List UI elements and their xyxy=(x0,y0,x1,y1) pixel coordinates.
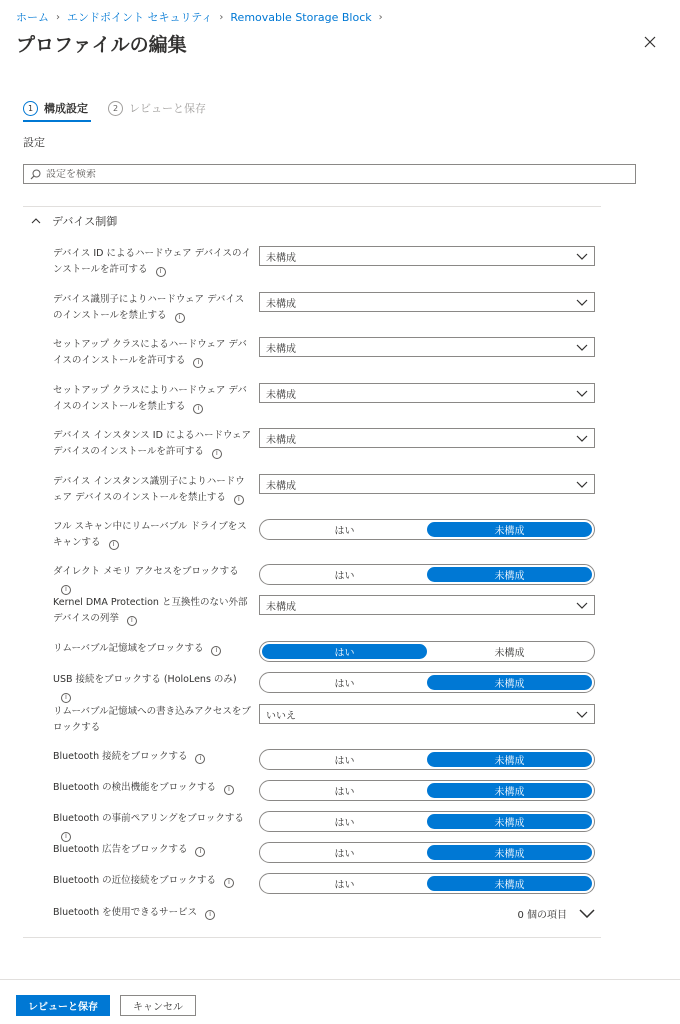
setting-dropdown[interactable] xyxy=(259,292,595,312)
setting-dropdown[interactable] xyxy=(259,595,595,615)
setting-label xyxy=(53,842,253,858)
footer-divider xyxy=(0,979,680,980)
setting-label-text: Bluetooth の近位接続をブロックする xyxy=(53,875,216,886)
step-label: 構成設定 xyxy=(44,102,88,115)
dropdown-value: 未構成 xyxy=(266,343,296,355)
dropdown-value: 未構成 xyxy=(266,252,296,264)
group-header-device-control[interactable] xyxy=(31,213,117,229)
chevron-down-icon xyxy=(576,602,588,609)
toggle-option-yes[interactable]: はい xyxy=(262,644,427,659)
info-icon[interactable]: i xyxy=(156,267,166,277)
chevron-down-icon xyxy=(576,711,588,718)
setting-dropdown[interactable] xyxy=(259,246,595,266)
close-button[interactable] xyxy=(640,32,660,52)
setting-label-text: デバイス インスタンス識別子によりハードウェア デバイスのインストールを禁止する xyxy=(53,476,245,503)
toggle-option-not-configured[interactable]: 未構成 xyxy=(427,814,592,829)
setting-label xyxy=(53,672,253,704)
setting-toggle xyxy=(259,641,595,662)
divider xyxy=(23,206,601,207)
toggle-option-not-configured[interactable]: 未構成 xyxy=(427,522,592,537)
breadcrumb-home[interactable]: ホーム xyxy=(16,11,49,24)
setting-label-text: Bluetooth を使用できるサービス xyxy=(53,907,198,918)
setting-label-text: Kernel DMA Protection と互換性のない外部デバイスの列挙 xyxy=(53,597,248,624)
toggle-option-yes[interactable]: はい xyxy=(334,818,355,829)
setting-label xyxy=(53,519,253,551)
setting-label xyxy=(53,704,253,736)
dropdown-value: 未構成 xyxy=(266,601,296,613)
setting-label-text: フル スキャン中にリムーバブル ドライブをスキャンする xyxy=(53,521,247,548)
setting-label xyxy=(53,811,253,843)
toggle-option-not-configured[interactable]: 未構成 xyxy=(427,675,592,690)
cancel-button[interactable]: キャンセル xyxy=(120,995,196,1016)
setting-label xyxy=(53,383,253,415)
active-step-indicator xyxy=(23,120,91,122)
toggle-option-not-configured[interactable]: 未構成 xyxy=(427,783,592,798)
info-icon[interactable]: i xyxy=(109,540,119,550)
setting-label-text: セットアップ クラスによるハードウェア デバイスのインストールを許可する xyxy=(53,339,247,366)
info-icon[interactable]: i xyxy=(211,646,221,656)
info-icon[interactable]: i xyxy=(224,878,234,888)
dropdown-value: 未構成 xyxy=(266,389,296,401)
setting-label xyxy=(53,292,253,324)
info-icon[interactable]: i xyxy=(193,358,203,368)
setting-label-text: デバイス インスタンス ID によるハードウェア デバイスのインストールを許可する xyxy=(53,430,252,457)
setting-dropdown[interactable] xyxy=(259,337,595,357)
chevron-right-icon: › xyxy=(56,11,60,23)
setting-label xyxy=(53,246,253,278)
toggle-option-not-configured[interactable]: 未構成 xyxy=(427,567,592,582)
toggle-option-yes[interactable]: はい xyxy=(334,849,355,860)
toggle-option-yes[interactable]: はい xyxy=(334,571,355,582)
toggle-option-not-configured[interactable]: 未構成 xyxy=(427,876,592,891)
wizard-stepper xyxy=(23,98,226,118)
search-box xyxy=(23,164,636,184)
review-save-button[interactable]: レビューと保存 xyxy=(16,995,110,1016)
setting-dropdown[interactable] xyxy=(259,704,595,724)
dropdown-value: 未構成 xyxy=(266,434,296,446)
chevron-down-icon xyxy=(576,299,588,306)
setting-dropdown[interactable] xyxy=(259,474,595,494)
info-icon[interactable]: i xyxy=(61,832,71,842)
setting-dropdown[interactable] xyxy=(259,383,595,403)
info-icon[interactable]: i xyxy=(224,785,234,795)
info-icon[interactable]: i xyxy=(127,616,137,626)
toggle-option-yes[interactable]: はい xyxy=(334,756,355,767)
setting-dropdown[interactable] xyxy=(259,428,595,448)
info-icon[interactable]: i xyxy=(61,693,71,703)
step-configuration[interactable] xyxy=(23,98,88,118)
chevron-up-icon xyxy=(31,218,41,224)
toggle-option-not-configured[interactable]: 未構成 xyxy=(427,845,592,860)
setting-toggle xyxy=(259,749,595,770)
divider xyxy=(23,937,601,938)
setting-label-text: ダイレクト メモリ アクセスをブロックする xyxy=(53,566,239,577)
setting-label-text: USB 接続をブロックする (HoloLens のみ) xyxy=(53,674,237,685)
setting-label xyxy=(53,595,253,627)
setting-toggle xyxy=(259,873,595,894)
info-icon[interactable]: i xyxy=(212,449,222,459)
step-number: 2 xyxy=(108,101,123,116)
setting-label xyxy=(53,873,253,889)
setting-label xyxy=(53,564,253,596)
chevron-down-icon xyxy=(576,253,588,260)
setting-label-text: Bluetooth 接続をブロックする xyxy=(53,751,188,762)
chevron-down-icon xyxy=(579,909,595,918)
setting-label-text: リムーバブル記憶域への書き込みアクセスをブロックする xyxy=(53,706,251,733)
dropdown-value: いいえ xyxy=(266,710,296,722)
step-label: レビューと保存 xyxy=(129,102,206,115)
setting-label xyxy=(53,428,253,460)
info-icon[interactable]: i xyxy=(193,404,203,414)
section-label: 設定 xyxy=(23,136,45,149)
setting-label-text: Bluetooth の事前ペアリングをブロックする xyxy=(53,813,244,824)
setting-label-text: リムーバブル記憶域をブロックする xyxy=(53,643,204,654)
chevron-down-icon xyxy=(576,390,588,397)
setting-label xyxy=(53,749,253,765)
chevron-right-icon: › xyxy=(219,11,224,23)
info-icon[interactable]: i xyxy=(195,754,205,764)
toggle-option-not-configured[interactable]: 未構成 xyxy=(494,648,525,659)
step-review-save[interactable] xyxy=(108,98,206,118)
toggle-option-yes[interactable]: はい xyxy=(334,880,355,891)
breadcrumb xyxy=(16,9,390,25)
setting-toggle xyxy=(259,672,595,693)
toggle-option-yes[interactable]: はい xyxy=(334,679,355,690)
chevron-down-icon xyxy=(576,435,588,442)
setting-toggle xyxy=(259,519,595,540)
info-icon[interactable]: i xyxy=(175,313,185,323)
info-icon[interactable]: i xyxy=(195,847,205,857)
setting-label xyxy=(53,337,253,369)
setting-label xyxy=(53,474,253,506)
search-icon xyxy=(30,169,41,180)
setting-toggle xyxy=(259,780,595,801)
page-title: プロファイルの編集 xyxy=(16,34,187,56)
setting-label xyxy=(53,905,253,921)
group-title: デバイス制御 xyxy=(52,215,118,228)
dropdown-value: 未構成 xyxy=(266,480,296,492)
setting-label xyxy=(53,780,253,796)
setting-toggle xyxy=(259,811,595,832)
item-count: 0 個の項目 xyxy=(517,909,567,921)
chevron-down-icon xyxy=(576,344,588,351)
setting-label-text: セットアップ クラスによりハードウェア デバイスのインストールを禁止する xyxy=(53,385,247,412)
setting-label-text: デバイス識別子によりハードウェア デバイスのインストールを禁止する xyxy=(53,294,245,321)
step-number: 1 xyxy=(23,101,38,116)
setting-label-text: Bluetooth 広告をブロックする xyxy=(53,844,188,855)
setting-label-text: Bluetooth の検出機能をブロックする xyxy=(53,782,216,793)
toggle-option-yes[interactable]: はい xyxy=(334,526,355,537)
chevron-right-icon: › xyxy=(378,11,383,23)
info-icon[interactable]: i xyxy=(205,910,215,920)
breadcrumb-profile[interactable]: Removable Storage Block xyxy=(230,10,372,24)
item-count-expander[interactable] xyxy=(517,905,595,921)
chevron-down-icon xyxy=(576,481,588,488)
setting-toggle xyxy=(259,842,595,863)
info-icon[interactable]: i xyxy=(61,585,71,595)
setting-label xyxy=(53,641,253,657)
search-input[interactable] xyxy=(46,169,606,180)
setting-toggle xyxy=(259,564,595,585)
toggle-option-not-configured[interactable]: 未構成 xyxy=(427,752,592,767)
dropdown-value: 未構成 xyxy=(266,298,296,310)
breadcrumb-endpoint-security[interactable]: エンドポイント セキュリティ xyxy=(67,11,213,24)
close-icon xyxy=(644,36,656,48)
toggle-option-yes[interactable]: はい xyxy=(334,787,355,798)
setting-label-text: デバイス ID によるハードウェア デバイスのインストールを許可する xyxy=(53,248,251,275)
info-icon[interactable]: i xyxy=(234,495,244,505)
